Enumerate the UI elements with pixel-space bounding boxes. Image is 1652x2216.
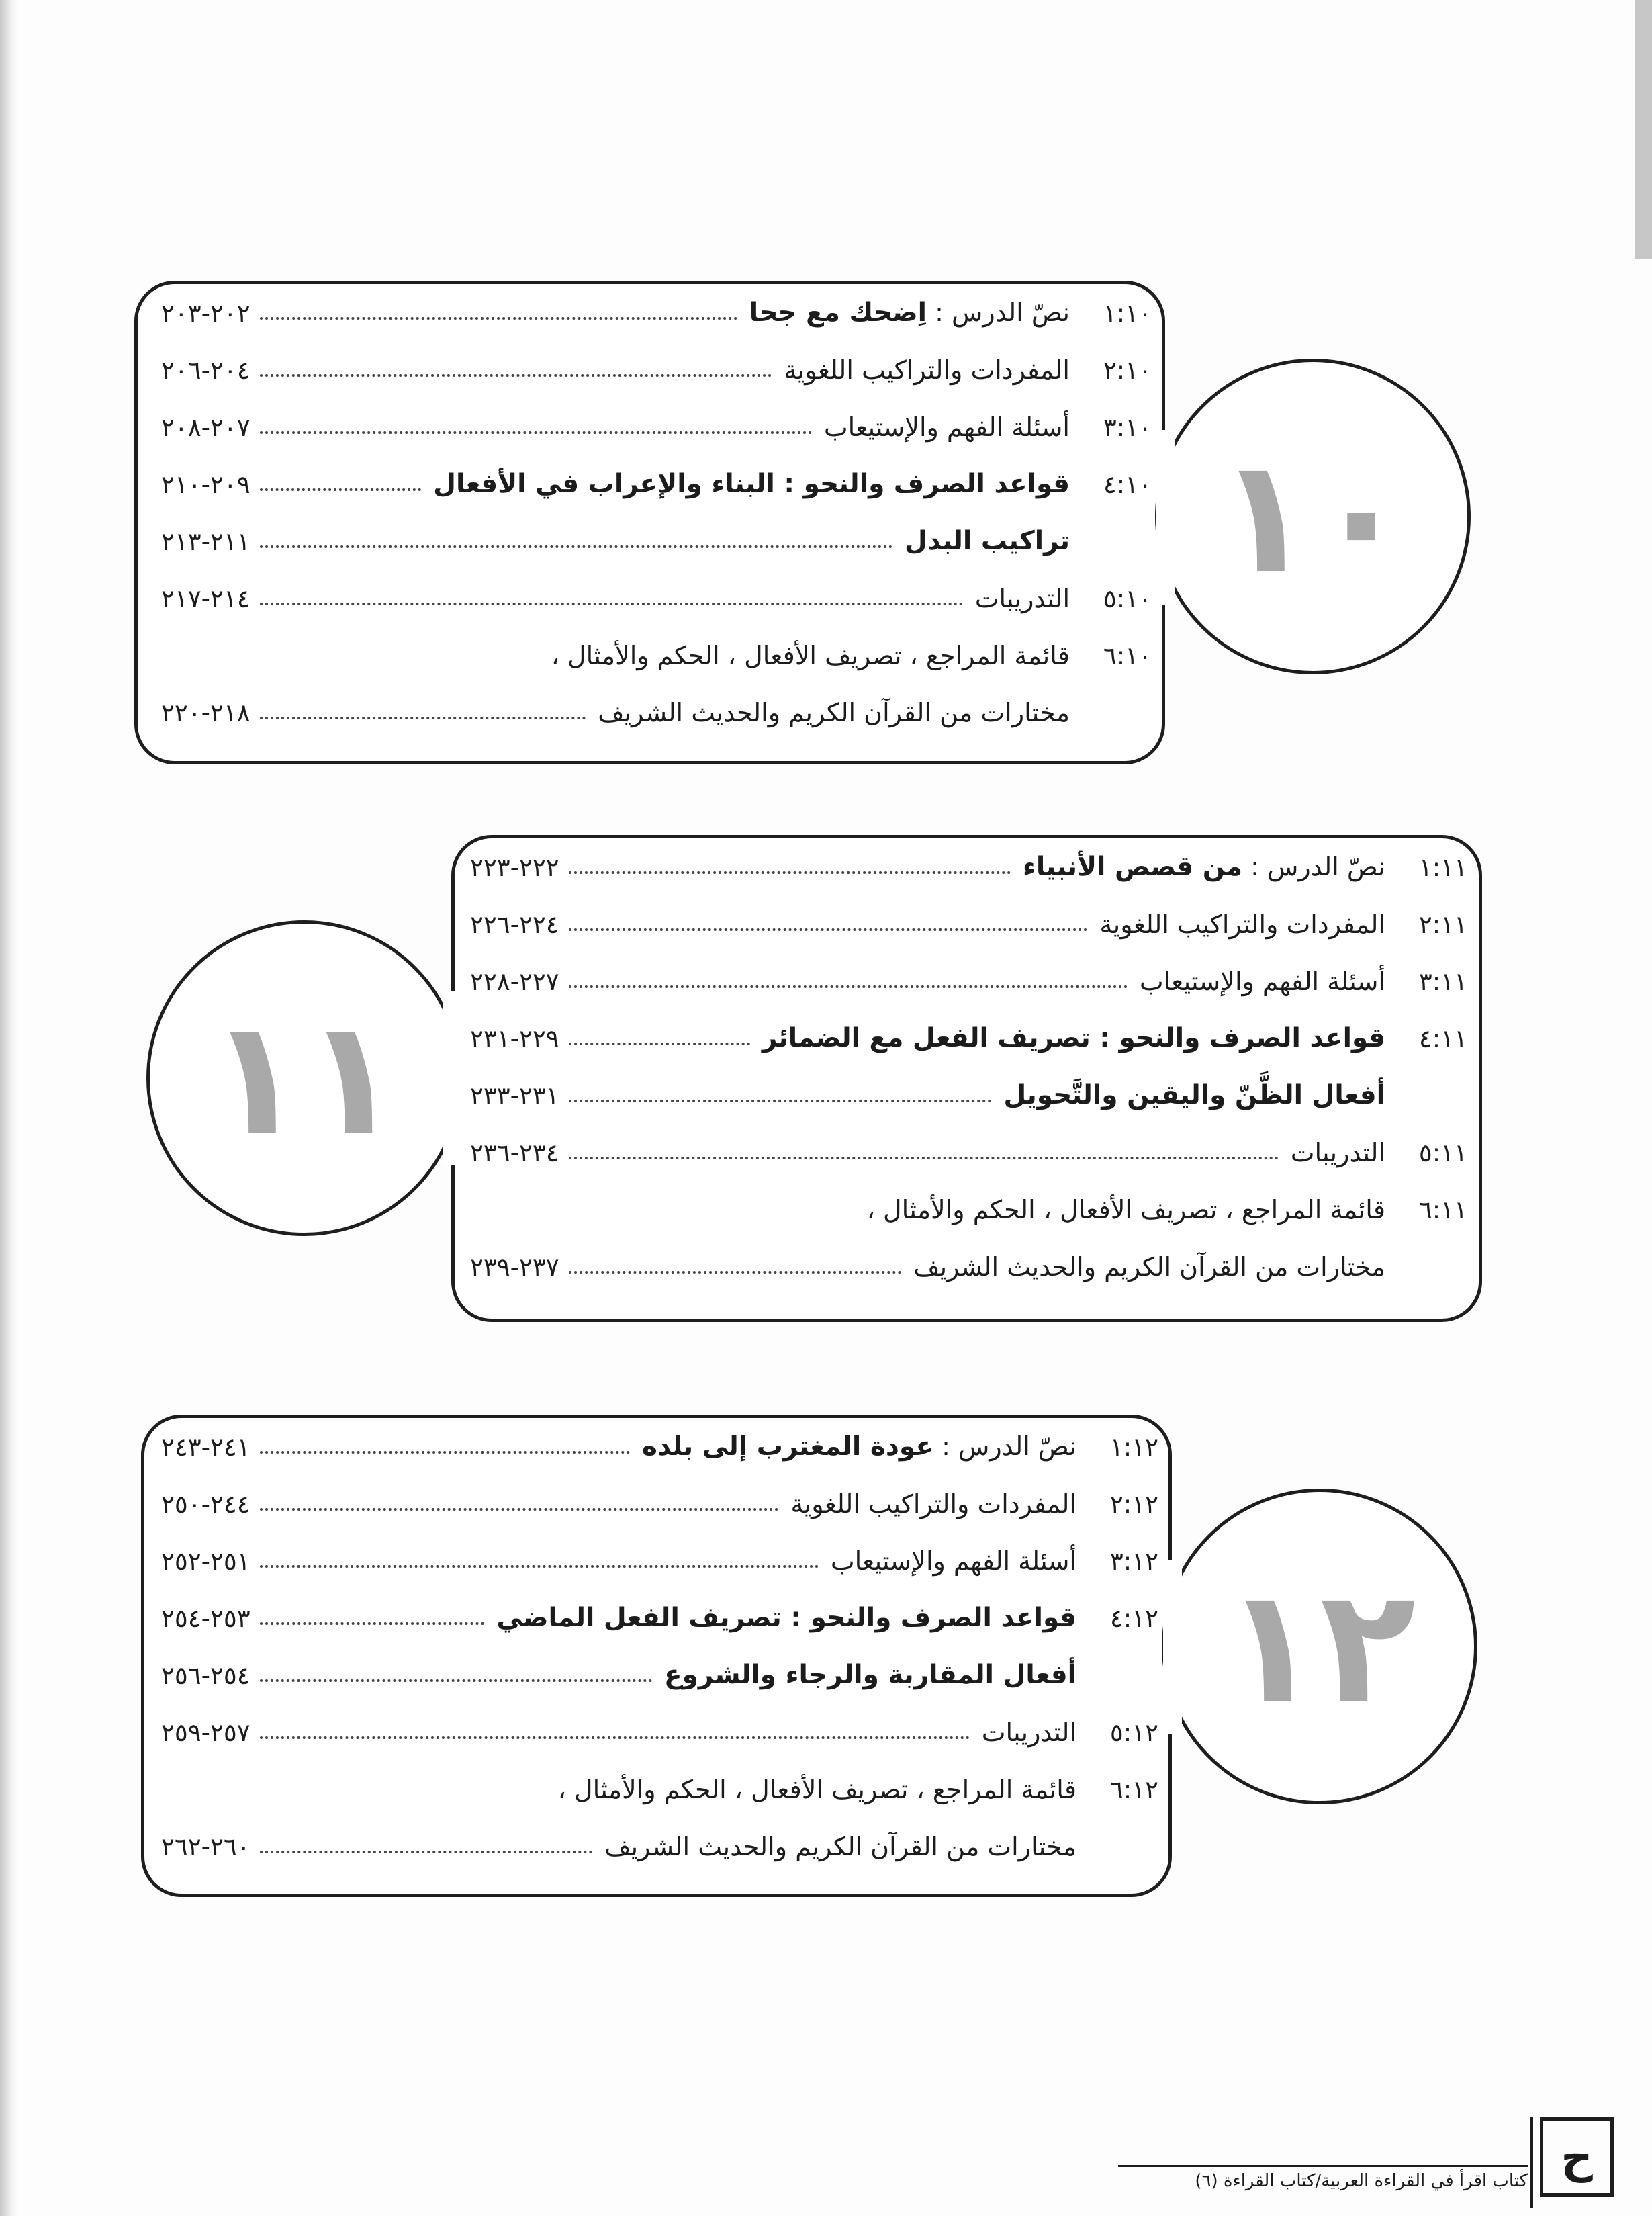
- item-lesson-title: عودة المغترب إلى بلده: [642, 1431, 933, 1462]
- leader-dots: [260, 1736, 970, 1739]
- item-title: [741, 298, 1070, 328]
- item-title: تراكيب البدل: [904, 526, 1070, 556]
- leader-dots: [260, 1851, 593, 1853]
- item-number: ٥:١٠: [1103, 584, 1152, 613]
- item-pages: ٢٣٤-٢٣٦: [470, 1139, 559, 1167]
- item-pages: ٢٠٢-٢٠٣: [161, 299, 250, 328]
- item-pages: ٢٠٩-٢١٠: [161, 470, 250, 499]
- circle-joint: [1156, 430, 1175, 605]
- item-number: ٢:١١: [1418, 910, 1467, 939]
- item-pages: ٢١١-٢١٣: [161, 527, 250, 556]
- item-title: أفعال المقاربة والرجاء والشروع: [663, 1660, 1076, 1690]
- item-title: قائمة المراجع ، تصريف الأفعال ، الحكم والأمثال ،: [866, 1195, 1385, 1225]
- item-number: ٣:١٠: [1103, 413, 1152, 442]
- item-title: التدريبات: [974, 584, 1070, 613]
- item-title: مختارات من القرآن الكريم والحديث الشريف: [604, 1832, 1076, 1861]
- toc-row[interactable]: [161, 1421, 1158, 1462]
- section-number: ١٠: [1216, 425, 1410, 609]
- leader-dots: [569, 871, 1011, 874]
- item-title: [1015, 852, 1385, 882]
- leader-dots: [260, 545, 892, 548]
- toc-rows: [161, 287, 1152, 744]
- toc-row[interactable]: [161, 687, 1152, 727]
- leader-dots: [260, 1622, 485, 1625]
- item-lesson-title: من قصص الأنبياء: [1022, 852, 1242, 882]
- toc-rows: [470, 842, 1467, 1305]
- item-pages: ٢٣٧-٢٣٩: [470, 1253, 559, 1282]
- item-pages: ٢١٨-٢٢٠: [161, 699, 250, 727]
- toc-row[interactable]: [161, 573, 1152, 613]
- leader-dots: [569, 1100, 992, 1102]
- leader-dots: [260, 1679, 652, 1682]
- section-number-circle: [1162, 1489, 1477, 1804]
- footer-book-title: كتاب اقرأ في القراءة العربية/كتاب القراءة (٦): [1195, 2171, 1528, 2191]
- leader-dots: [260, 717, 586, 719]
- page-edge-shadow: [0, 0, 17, 2216]
- toc-row[interactable]: [470, 1241, 1467, 1282]
- leader-dots: [569, 928, 1088, 931]
- circle-joint: [1163, 1560, 1182, 1734]
- page-number-letter: ح: [1561, 2131, 1593, 2183]
- item-title: المفردات والتراكيب اللغوية: [790, 1489, 1076, 1519]
- item-pages: ٢٥٤-٢٥٦: [161, 1661, 250, 1690]
- item-pages: ٢٢٩-٢٣١: [470, 1024, 559, 1053]
- item-number: ١:١٢: [1109, 1433, 1158, 1462]
- item-number: ٢:١٠: [1103, 356, 1152, 385]
- leader-dots: [260, 488, 422, 491]
- toc-row[interactable]: [470, 899, 1467, 939]
- leader-dots: [569, 1157, 1279, 1159]
- toc-row[interactable]: [161, 1821, 1158, 1861]
- toc-row[interactable]: [470, 956, 1467, 996]
- item-pages: ٢٠٧-٢٠٨: [161, 413, 250, 442]
- item-title: التدريبات: [981, 1718, 1076, 1747]
- item-number: ٣:١٢: [1109, 1547, 1158, 1576]
- toc-row[interactable]: [161, 287, 1152, 328]
- item-title: أسئلة الفهم والإستيعاب: [830, 1546, 1076, 1576]
- section-number: ١٢: [1223, 1554, 1416, 1738]
- toc-row[interactable]: [470, 1127, 1467, 1167]
- item-title: أفعال الظَّنّ واليقين والتَّحويل: [1003, 1080, 1385, 1110]
- item-number: ٢:١٢: [1109, 1490, 1158, 1519]
- section-number: ١١: [208, 986, 401, 1170]
- item-pages: ٢٠٤-٢٠٦: [161, 356, 250, 385]
- item-pages: ٢١٤-٢١٧: [161, 584, 250, 613]
- item-prefix: نصّ الدرس :: [1242, 852, 1385, 881]
- item-pages: ٢٥١-٢٥٢: [161, 1547, 250, 1576]
- item-title: أسئلة الفهم والإستيعاب: [823, 412, 1070, 442]
- item-title: قواعد الصرف والنحو : تصريف الفعل مع الضمائر: [762, 1023, 1385, 1053]
- toc-row[interactable]: [161, 630, 1152, 670]
- leader-dots: [260, 1451, 630, 1454]
- item-title: أسئلة الفهم والإستيعاب: [1139, 967, 1385, 996]
- item-number: ٣:١١: [1418, 967, 1467, 996]
- toc-row[interactable]: [161, 1478, 1158, 1519]
- item-prefix: نصّ الدرس :: [927, 298, 1070, 327]
- item-prefix: نصّ الدرس :: [933, 1431, 1076, 1461]
- item-pages: ٢٢٤-٢٢٦: [470, 910, 559, 939]
- item-pages: ٢٤١-٢٤٣: [161, 1433, 250, 1462]
- item-title: قائمة المراجع ، تصريف الأفعال ، الحكم والأمثال ،: [551, 641, 1070, 670]
- item-title: مختارات من القرآن الكريم والحديث الشريف: [598, 698, 1070, 727]
- section-number-circle: [1155, 359, 1471, 674]
- item-number: ٤:١٢: [1109, 1604, 1158, 1633]
- item-number: ١:١٠: [1103, 299, 1152, 328]
- item-title: قواعد الصرف والنحو : البناء والإعراب في الأفعال: [433, 469, 1070, 499]
- item-number: ٦:١٠: [1103, 641, 1152, 670]
- item-title: التدريبات: [1290, 1138, 1385, 1167]
- leader-dots: [260, 603, 963, 605]
- item-pages: ٢٤٤-٢٥٠: [161, 1490, 250, 1519]
- toc-row[interactable]: [161, 1593, 1158, 1633]
- toc-row[interactable]: [470, 1013, 1467, 1053]
- leader-dots: [569, 1271, 902, 1274]
- toc-row[interactable]: [161, 1650, 1158, 1690]
- leader-dots: [569, 1043, 750, 1045]
- toc-row[interactable]: [470, 1184, 1467, 1225]
- toc-row[interactable]: [470, 842, 1467, 882]
- page-number-box: [1540, 2117, 1614, 2197]
- toc-row[interactable]: [470, 1070, 1467, 1110]
- item-number: ٤:١١: [1418, 1024, 1467, 1053]
- item-lesson-title: اِضحك مع جحا: [749, 298, 927, 328]
- leader-dots: [260, 374, 772, 377]
- toc-row[interactable]: [161, 1764, 1158, 1804]
- leader-dots: [569, 985, 1128, 988]
- toc-row[interactable]: [161, 402, 1152, 442]
- item-title: المفردات والتراكيب اللغوية: [784, 355, 1070, 385]
- item-number: ٦:١١: [1418, 1196, 1467, 1225]
- item-number: ١:١١: [1418, 853, 1467, 882]
- toc-row[interactable]: [161, 516, 1152, 556]
- item-pages: ٢٦٠-٢٦٢: [161, 1832, 250, 1861]
- item-title: قائمة المراجع ، تصريف الأفعال ، الحكم والأمثال ،: [557, 1775, 1076, 1804]
- item-number: ٤:١٠: [1103, 470, 1152, 499]
- item-pages: ٢٥٧-٢٥٩: [161, 1718, 250, 1747]
- leader-dots: [260, 1565, 819, 1568]
- page-edge-tab: [1635, 0, 1652, 259]
- leader-dots: [260, 1508, 779, 1511]
- toc-row[interactable]: [161, 1707, 1158, 1747]
- item-pages: ٢٢٧-٢٢٨: [470, 967, 559, 996]
- item-number: ٥:١٢: [1109, 1718, 1158, 1747]
- section-number-circle: [146, 920, 462, 1236]
- item-title: [634, 1431, 1076, 1462]
- toc-row[interactable]: [161, 1536, 1158, 1576]
- item-pages: ٢٣١-٢٣٣: [470, 1081, 559, 1110]
- item-title: المفردات والتراكيب اللغوية: [1099, 910, 1385, 939]
- item-title: مختارات من القرآن الكريم والحديث الشريف: [913, 1252, 1385, 1282]
- footer-divider: [1530, 2117, 1533, 2208]
- item-pages: ٢٥٣-٢٥٤: [161, 1604, 250, 1633]
- item-pages: ٢٢٢-٢٢٣: [470, 853, 559, 882]
- footer-rule: [1118, 2165, 1528, 2167]
- item-title: قواعد الصرف والنحو : تصريف الفعل الماضي: [496, 1603, 1076, 1633]
- leader-dots: [260, 431, 812, 434]
- toc-rows: [161, 1421, 1158, 1885]
- item-number: ٦:١٢: [1109, 1775, 1158, 1804]
- leader-dots: [260, 317, 737, 320]
- circle-joint: [443, 991, 462, 1165]
- item-number: ٥:١١: [1418, 1139, 1467, 1167]
- toc-row[interactable]: [161, 459, 1152, 499]
- toc-row[interactable]: [161, 345, 1152, 385]
